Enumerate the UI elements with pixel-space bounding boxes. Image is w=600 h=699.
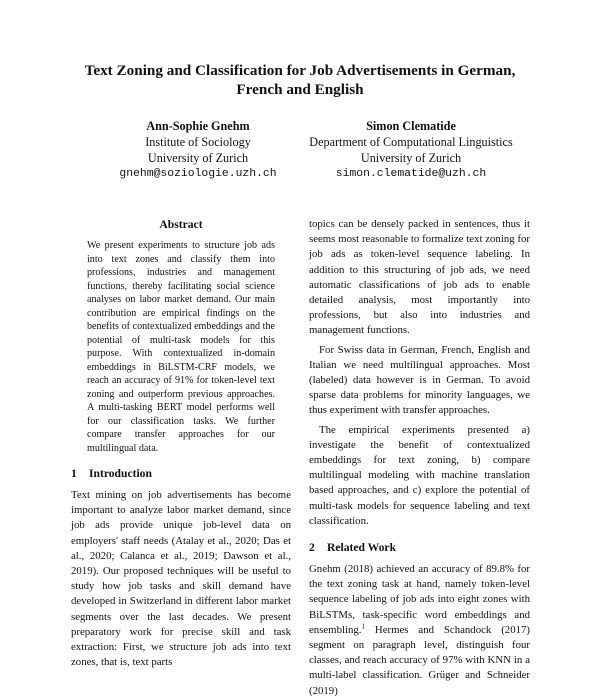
introduction-paragraph: Text mining on job advertisements has become important to analyze labor market demand, since job ads provide unique job-level data on employers' staff needs (Atalay et al., 2020; Das et al., 2020; Calanca et al., 2019; Dawson et al., 2019). Our proposed techniques will be useful to study how job tasks and skill demand have developed in Switzerland in different labor market segments over the last decades. We present preparatory work for precise skill and task extraction: First, we structure job ads into text zones, that is, text parts bbox=[71, 489, 291, 669]
author-affiliation: Department of Computational Linguistics bbox=[309, 135, 513, 149]
author-block-2 bbox=[294, 118, 528, 182]
author-block-1 bbox=[108, 118, 288, 182]
author-institution: University of Zurich bbox=[147, 151, 249, 165]
footnote-mark[interactable]: 1 bbox=[361, 622, 365, 631]
author-affiliation: Institute of Sociology bbox=[145, 135, 251, 149]
left-column bbox=[71, 217, 291, 670]
right-column bbox=[309, 217, 530, 699]
abstract-text: We present experiments to structure job ads into text zones and classify them into professions, industries and management functions, thereby facilitating social science analyses on labor market demand. Our main contribution are empirical findings on the benefits of contextualized embeddings and the potential of multi-task models for this purpose. With contextualized in-domain embeddings in BiLSTM-CRF models, we reach an accuracy of 91% for token-level text zoning and outperform previous approaches. A multi-tasking BERT model performs well for our classification tasks. We further compare transfer approaches for our multilingual data. bbox=[87, 240, 275, 454]
related-work-paragraph bbox=[309, 562, 530, 699]
author-email: simon.clematide@uzh.ch bbox=[335, 168, 487, 180]
body-paragraph: For Swiss data in German, French, English and Italian we need multilingual approaches. Most (labeled) data however is in German. To avoid sparse data problems for minority languages, we thus experiment with transfer approaches. bbox=[309, 343, 530, 417]
section-title: Introduction bbox=[89, 467, 152, 480]
author-name: Simon Clematide bbox=[366, 119, 456, 133]
section-heading-introduction bbox=[71, 466, 291, 482]
body-paragraph: The empirical experiments presented a) investigate the benefit of contextualized embeddings for text zoning, b) compare multilingual modeling with machine translation based approaches, and c) explore the potential of multi-task models for sequence labeling and text classification. bbox=[309, 423, 530, 527]
section-number: 1 bbox=[71, 467, 77, 480]
author-email: gnehm@soziologie.uzh.ch bbox=[119, 168, 277, 180]
author-name: Ann-Sophie Gnehm bbox=[146, 119, 250, 133]
body-paragraph: topics can be densely packed in sentences, thus it seems most reasonable to formalize text zoning for job ads as token-level sequence labeling. In addition to this structuring of job ads, we need automatic classifications of job ads to enable detailed analysis, most importantly into professions, but also into industries and management functions. bbox=[309, 218, 530, 337]
text-run: Hermes and Schandock (2017) segment on paragraph level, distinguish four classes, and reach accuracy of 97% with KNN in a multi-label classification. Grüger and Schneider (2019) bbox=[309, 623, 530, 697]
abstract-heading: Abstract bbox=[159, 218, 203, 231]
text-run: Gnehm (2018) achieved an accuracy of 89.8% for the text zoning task at hand, namely token-level sequence labeling of job ads into eight zones with BiLSTMs, task-specific word embeddings and ensembling. bbox=[309, 563, 530, 636]
section-number: 2 bbox=[309, 541, 315, 555]
paper-title: Text Zoning and Classification for Job Advertisements in German, French and English bbox=[84, 62, 516, 98]
section-title: Related Work bbox=[327, 541, 397, 555]
section-heading-related-work bbox=[309, 540, 530, 556]
author-institution: University of Zurich bbox=[360, 151, 462, 165]
